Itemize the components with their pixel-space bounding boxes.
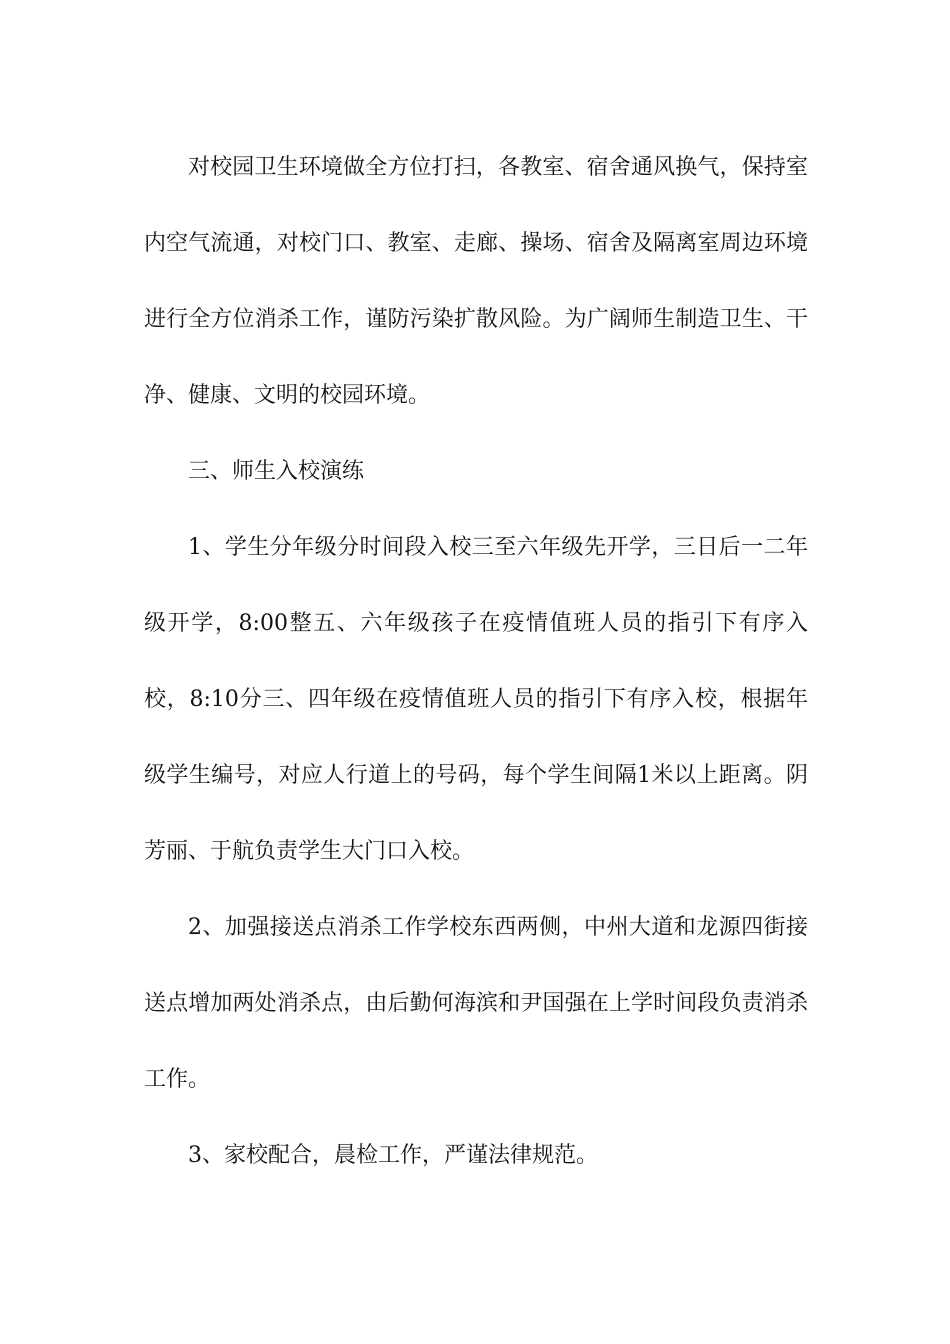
paragraph-staggered-entry: 1、学生分年级分时间段入校三至六年级先开学，三日后一二年级开学，8:00整五、六年级孩子在疫情值班人员的指引下有序入校，8:10分三、四年级在疫情值班人员的指引下有序入校，根据年级学生编号，对应人行道上的号码，每个学生间隔1米以上距离。阴芳丽、于航负责学生大门口入校。 [144,535,808,864]
paragraph-campus-sanitation: 对校园卫生环境做全方位打扫，各教室、宿舍通风换气，保持室内空气流通，对校门口、教室、走廊、操场、宿舍及隔离室周边环境进行全方位消杀工作，谨防污染扩散风险。为广阔师生制造卫生、干净、健康、文明的校园环境。 [144,155,808,408]
section-heading-entry-drill: 三、师生入校演练 [188,459,365,484]
paragraph-pickup-disinfection: 2、加强接送点消杀工作学校东西两侧，中州大道和龙源四街接送点增加两处消杀点，由后勤何海滨和尹国强在上学时间段负责消杀工作。 [144,915,808,1092]
document-body [144,130,808,1194]
paragraph-home-school-cooperation: 3、家校配合，晨检工作，严谨法律规范。 [188,1143,598,1168]
